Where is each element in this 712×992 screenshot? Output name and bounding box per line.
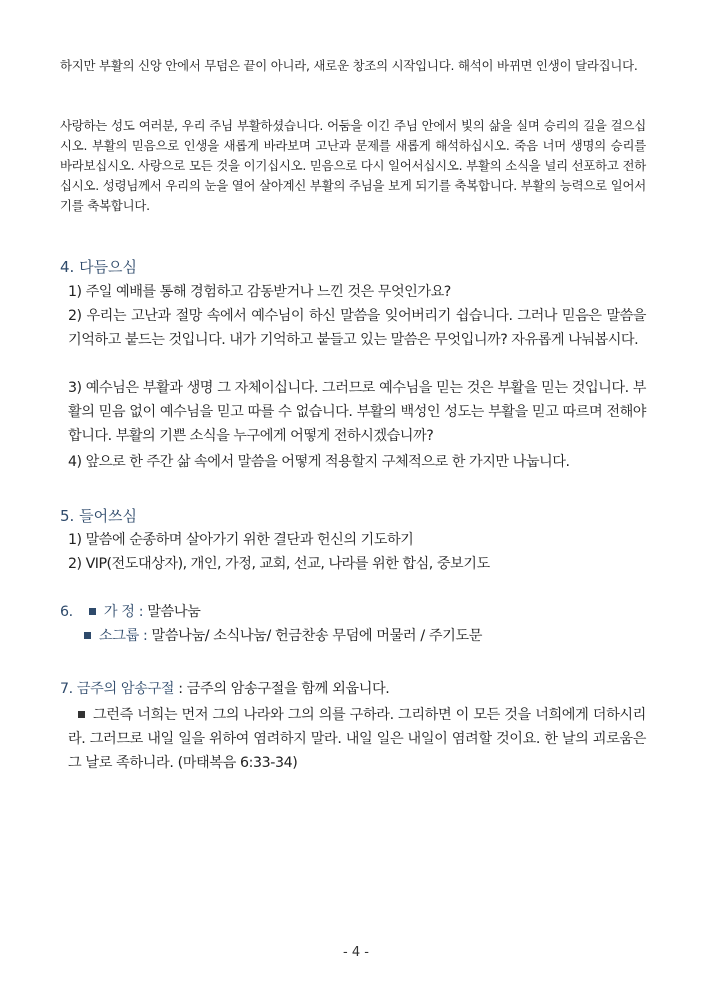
section-7-heading-row: 7. 금주의 암송구절 : 금주의 암송구절을 함께 외웁니다.	[60, 681, 390, 697]
section-5-item-1: 1) 말씀에 순종하며 살아가기 위한 결단과 헌신의 기도하기	[68, 532, 414, 548]
bullet-square-icon	[89, 608, 96, 615]
memory-verse	[68, 703, 646, 775]
bullet-square-icon	[84, 632, 91, 639]
section-4-item-1: 1) 주일 예배를 통해 경험하고 감동받거나 느낀 것은 무엇인가요?	[68, 284, 451, 300]
section-7-heading: 7. 금주의 암송구절	[60, 681, 175, 697]
section-6-row-2: 소그룹 : 말씀나눔/ 소식나눔/ 헌금찬송 무덤에 머물러 / 주기도문	[84, 625, 482, 647]
intro-paragraph-2: 사랑하는 성도 여러분, 우리 주님 부활하셨습니다. 어둠을 이긴 주님 안에서 빛의 삶을 실며 승리의 길을 걸으십시오. 부활의 믿음으로 인생을 새롭게 바라보며 고난과 문제를 새롭게 해석하십시오. 죽음 너머 생명의 승리를 바라보십시오. 사랑으로 모든 것을 이기십시오. 믿음으로 다시 일어서십시오. 부활의 소식을 널리 선포하고 전하십시오. 성령님께서 우리의 눈을 열어 살아계신 부활의 주님을 보게 되기를 축복합니다. 부활의 능력으로 일어서기를 축복합니다.	[60, 118, 646, 213]
section-4-item-3: 3) 예수님은 부활과 생명 그 자체이십니다. 그러므로 예수님을 믿는 것은 부활을 믿는 것입니다. 부활의 믿음 없이 예수님을 믿고 따를 수 없습니다. 부활의 백성인 성도는 부활을 믿고 따르며 전해야합니다. 부활의 기쁜 소식을 누구에게 어떻게 전하시겠습니까?	[68, 380, 646, 444]
page-number: - 4 -	[343, 945, 369, 960]
section-6-number: 6.	[60, 604, 73, 620]
section-6-text-smallgroup: 말씀나눔/ 소식나눔/ 헌금찬송 무덤에 머물러 / 주기도문	[151, 628, 483, 644]
section-5-heading: 5. 들어쓰심	[60, 507, 138, 525]
section-4-heading: 4. 다듬으심	[60, 258, 138, 276]
section-6-label-smallgroup: 소그룹	[99, 628, 139, 644]
intro-paragraph-1: 하지만 부활의 신앙 안에서 무덤은 끝이 아니라, 새로운 창조의 시작입니다. 해석이 바뀌면 인생이 달라집니다.	[60, 58, 638, 73]
section-7-heading-rest: 금주의 암송구절을 함께 외웁니다.	[186, 681, 390, 697]
section-6-text-family: 말씀나눔	[147, 604, 201, 620]
section-6-label-family: 가 정	[103, 604, 135, 620]
section-5-item-2: 2) VIP(전도대상자), 개인, 가정, 교회, 선교, 나라를 위한 합심, 중보기도	[68, 556, 490, 572]
section-6-row-1: 6. 가 정 : 말씀나눔	[60, 604, 201, 620]
section-4-item-4: 4) 앞으로 한 주간 삶 속에서 말씀을 어떻게 적용할지 구체적으로 한 가지만 나눕니다.	[68, 454, 570, 470]
memory-verse-text: 그런즉 너희는 먼저 그의 나라와 그의 의를 구하라. 그리하면 이 모든 것을 너희에게 더하시리라. 그러므로 내일 일을 위하여 염려하지 말라. 내일 일은 내일이 염려할 것이요. 한 날의 괴로움은 그 날로 족하니라. (마태복음 6:33-34)	[68, 707, 646, 771]
section-4-item-2: 2) 우리는 고난과 절망 속에서 예수님이 하신 말씀을 잊어버리기 쉽습니다. 그러나 믿음은 말씀을 기억하고 붙드는 것입니다. 내가 기억하고 붙들고 있는 말씀은 무엇입니까? 자유롭게 나눠봅시다.	[68, 308, 646, 348]
bullet-square-icon	[78, 711, 85, 718]
